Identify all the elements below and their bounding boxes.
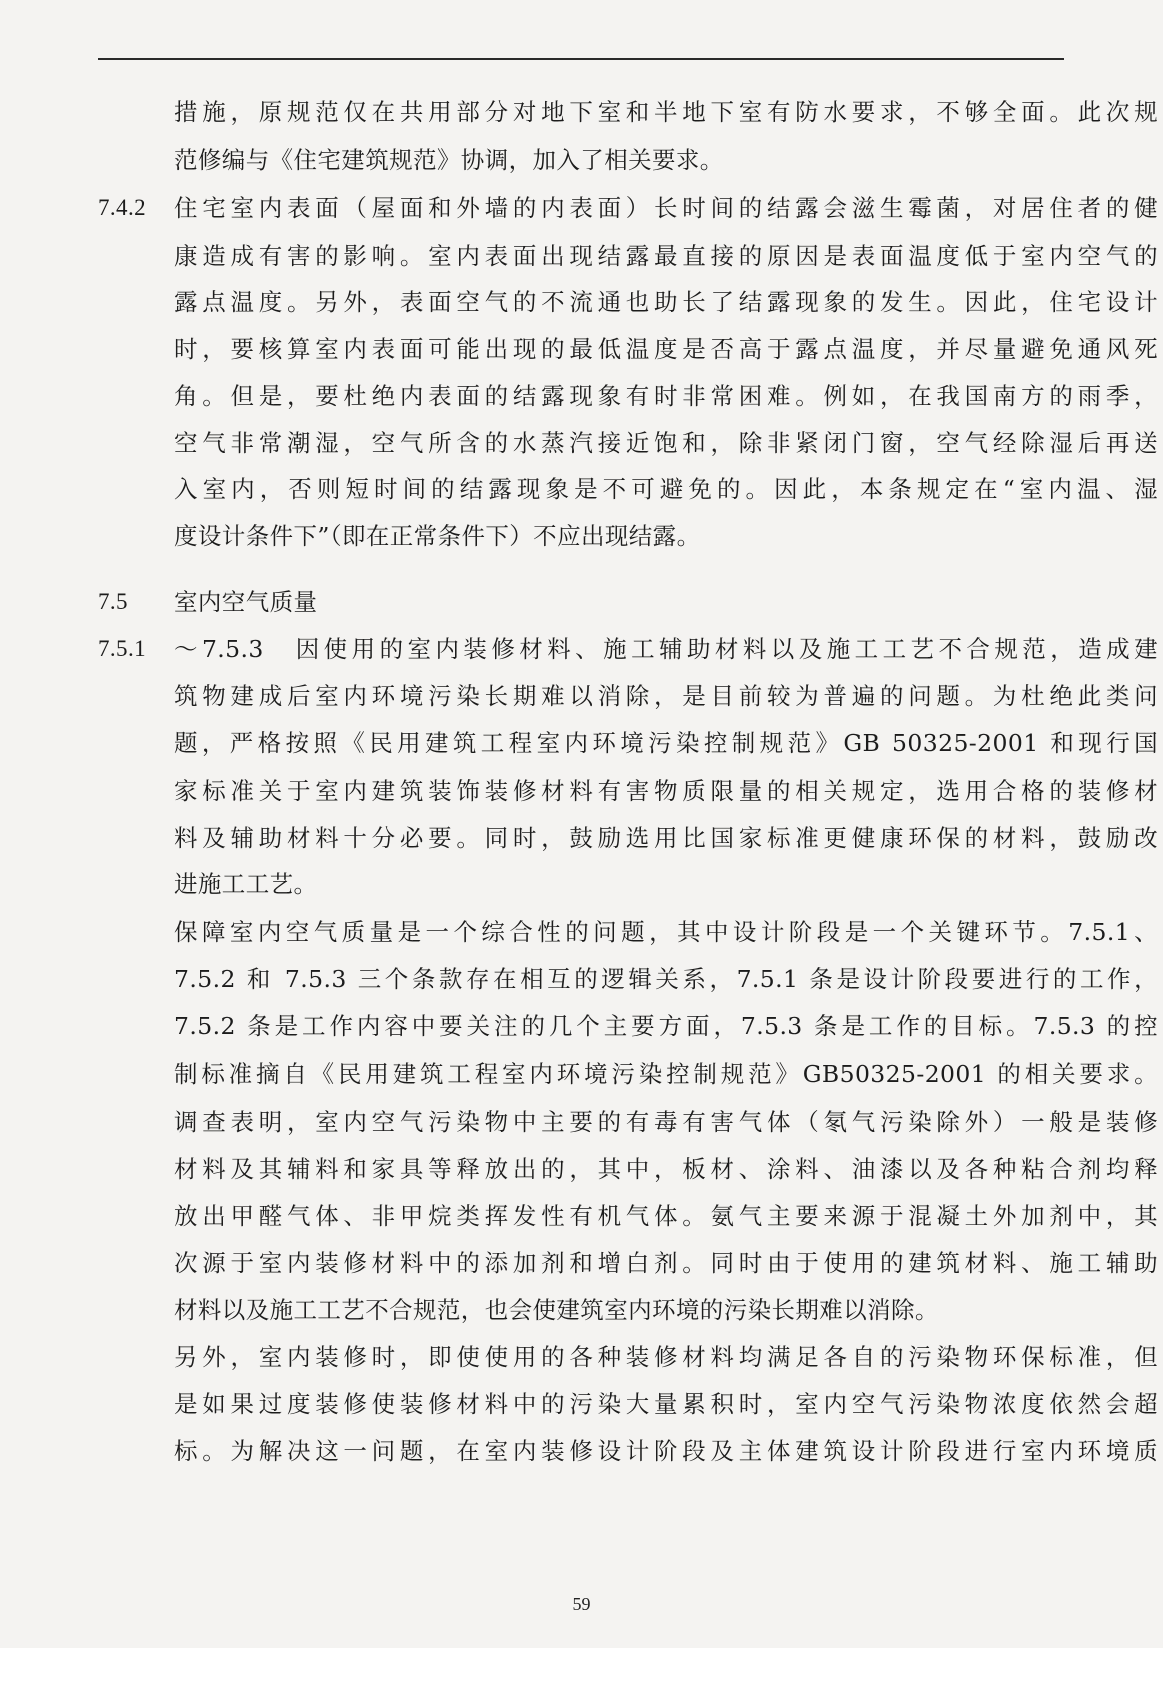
line-text: 度设计条件下”（即在正常条件下）不应出现结露。 bbox=[174, 522, 701, 550]
text-line bbox=[98, 374, 1158, 418]
line-text: 家标准关于室内建筑装饰装修材料有害物质限量的相关规定，选用合格的装修材 bbox=[174, 777, 1158, 805]
text-line bbox=[98, 862, 1068, 906]
text-line bbox=[98, 327, 1158, 371]
line-text: 题，严格按照《民用建筑工程室内环境污染控制规范》GB 50325-2001 和现行国 bbox=[174, 729, 1158, 757]
line-text: 制标准摘自《民用建筑工程室内环境污染控制规范》GB50325-2001 的相关要求。 bbox=[174, 1060, 1158, 1088]
text-line bbox=[98, 1382, 1158, 1426]
line-text: 调查表明，室内空气污染物中主要的有毒有害气体（氡气污染除外）一般是装修 bbox=[174, 1108, 1158, 1136]
text-line bbox=[98, 721, 1158, 765]
line-text: 康造成有害的影响。室内表面出现结露最直接的原因是表面温度低于室内空气的 bbox=[174, 242, 1158, 270]
text-line bbox=[98, 1335, 1158, 1379]
line-text: ～7.5.3 因使用的室内装修材料、施工辅助材料以及施工工艺不合规范，造成建 bbox=[174, 635, 1158, 663]
text-line bbox=[98, 514, 1068, 558]
line-text: 空气非常潮湿，空气所含的水蒸汽接近饱和，除非紧闭门窗，空气经除湿后再送 bbox=[174, 429, 1158, 457]
clause-number: 7.5.1 bbox=[98, 636, 146, 661]
line-text: 材料及其辅料和家具等释放出的，其中，板材、涂料、油漆以及各种粘合剂均释 bbox=[174, 1155, 1158, 1183]
text-line bbox=[98, 1194, 1158, 1238]
clause-number: 7.4.2 bbox=[98, 195, 146, 220]
line-text: 时，要核算室内表面可能出现的最低温度是否高于露点温度，并尽量避免通风死 bbox=[174, 335, 1158, 363]
text-line bbox=[98, 1288, 1068, 1332]
line-text: 进施工工艺。 bbox=[174, 870, 318, 898]
text-line bbox=[98, 674, 1158, 718]
line-text: 保障室内空气质量是一个综合性的问题，其中设计阶段是一个关键环节。7.5.1、 bbox=[174, 918, 1158, 946]
text-line bbox=[98, 1147, 1158, 1191]
line-text: 是如果过度装修使装修材料中的污染大量累积时，室内空气污染物浓度依然会超 bbox=[174, 1390, 1158, 1418]
line-text: 入室内，否则短时间的结露现象是不可避免的。因此，本条规定在“室内温、湿 bbox=[174, 475, 1158, 503]
text-line bbox=[98, 580, 1068, 624]
text-line bbox=[98, 186, 1158, 230]
line-text: 料及辅助材料十分必要。同时，鼓励选用比国家标准更健康环保的材料，鼓励改 bbox=[174, 824, 1158, 852]
line-text: 住宅室内表面（屋面和外墙的内表面）长时间的结露会滋生霉菌，对居住者的健 bbox=[174, 194, 1158, 222]
line-text: 7.5.2 和 7.5.3 三个条款存在相互的逻辑关系，7.5.1 条是设计阶段要进行的工作， bbox=[174, 965, 1158, 993]
text-line bbox=[98, 1004, 1158, 1048]
text-line bbox=[98, 816, 1158, 860]
text-line bbox=[98, 769, 1158, 813]
line-text: 另外，室内装修时，即使使用的各种装修材料均满足各自的污染物环保标准，但 bbox=[174, 1343, 1158, 1371]
line-text: 范修编与《住宅建筑规范》协调，加入了相关要求。 bbox=[174, 146, 724, 174]
bottom-margin-strip bbox=[0, 1648, 1163, 1700]
text-line bbox=[98, 234, 1158, 278]
text-line bbox=[98, 90, 1158, 134]
line-text: 措施，原规范仅在共用部分对地下室和半地下室有防水要求，不够全面。此次规 bbox=[174, 98, 1158, 126]
line-text: 次源于室内装修材料中的添加剂和增白剂。同时由于使用的建筑材料、施工辅助 bbox=[174, 1249, 1158, 1277]
line-text: 角。但是，要杜绝内表面的结露现象有时非常困难。例如，在我国南方的雨季， bbox=[174, 382, 1158, 410]
line-text: 室内空气质量 bbox=[174, 588, 318, 616]
line-text: 标。为解决这一问题，在室内装修设计阶段及主体建筑设计阶段进行室内环境质 bbox=[174, 1437, 1158, 1465]
text-line bbox=[98, 1429, 1158, 1473]
clause-number: 7.5 bbox=[98, 589, 128, 614]
line-text: 筑物建成后室内环境污染长期难以消除，是目前较为普遍的问题。为杜绝此类问 bbox=[174, 682, 1158, 710]
text-line bbox=[98, 627, 1158, 671]
line-text: 材料以及施工工艺不合规范，也会使建筑室内环境的污染长期难以消除。 bbox=[174, 1296, 939, 1324]
page-number: 59 bbox=[572, 1594, 591, 1614]
line-text: 放出甲醛气体、非甲烷类挥发性有机气体。氨气主要来源于混凝土外加剂中，其 bbox=[174, 1202, 1158, 1230]
text-line bbox=[98, 910, 1158, 954]
line-text: 7.5.2 条是工作内容中要关注的几个主要方面，7.5.3 条是工作的目标。7.5.3 的控 bbox=[174, 1012, 1158, 1040]
text-line bbox=[98, 280, 1158, 324]
text-line bbox=[98, 1052, 1158, 1096]
text-line bbox=[98, 138, 1068, 182]
header-rule bbox=[98, 58, 1064, 60]
text-line bbox=[98, 421, 1158, 465]
text-line bbox=[98, 467, 1158, 511]
text-line bbox=[98, 957, 1158, 1001]
text-line bbox=[98, 1241, 1158, 1285]
line-text: 露点温度。另外，表面空气的不流通也助长了结露现象的发生。因此，住宅设计 bbox=[174, 288, 1158, 316]
text-line bbox=[98, 1100, 1158, 1144]
